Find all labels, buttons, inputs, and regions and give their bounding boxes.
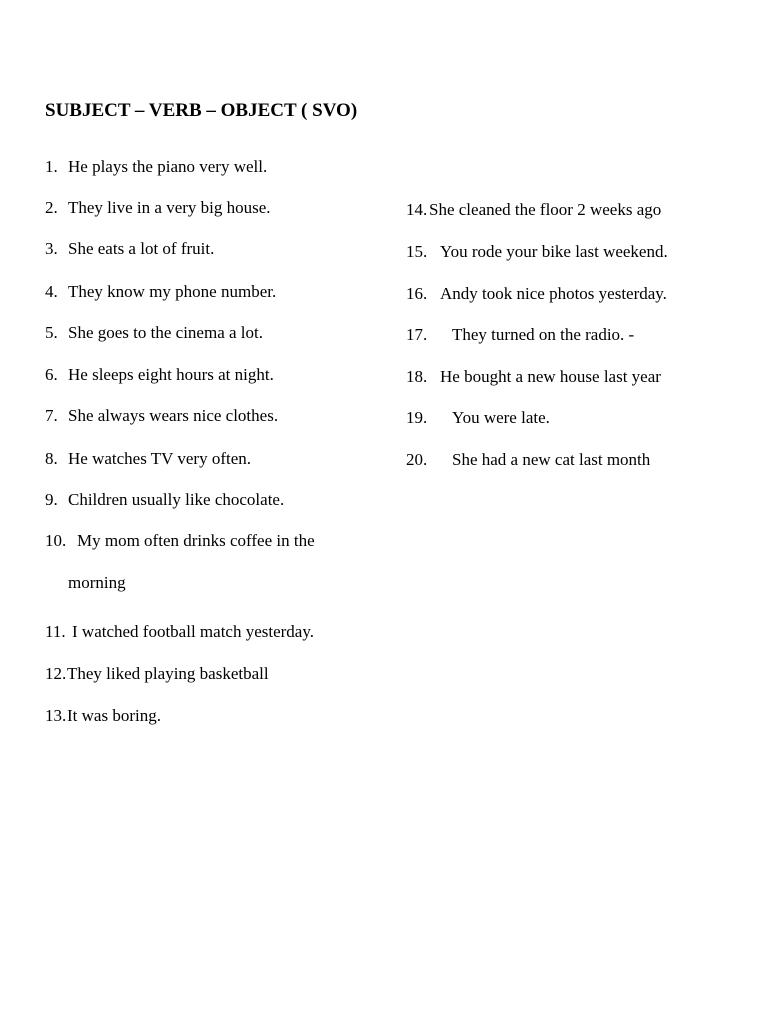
item-number: 8. <box>45 449 58 468</box>
item-text: She always wears nice clothes. <box>68 406 279 425</box>
item-text: He sleeps eight hours at night. <box>68 365 274 384</box>
item-number: 7. <box>45 406 58 425</box>
item-number: 20. <box>406 450 428 469</box>
item-text: You were late. <box>452 408 550 427</box>
list-item <box>45 281 276 303</box>
list-item <box>45 663 269 685</box>
list-item <box>45 238 214 260</box>
item-text: They know my phone number. <box>68 282 277 301</box>
item-text: He bought a new house last year <box>440 367 661 386</box>
list-item <box>45 448 251 470</box>
list-item <box>406 366 661 388</box>
item-number: 2. <box>45 198 58 217</box>
item-number: 15. <box>406 242 428 261</box>
item-text: I watched football match yesterday. <box>72 622 314 641</box>
item-text: She eats a lot of fruit. <box>68 239 215 258</box>
item-text: Children usually like chocolate. <box>68 490 285 509</box>
list-item <box>406 324 634 346</box>
item-number: 11. <box>45 622 66 641</box>
item-number: 12. <box>45 664 67 683</box>
item-number: 1. <box>45 157 58 176</box>
item-text: They turned on the radio. - <box>452 325 635 344</box>
item-number: 4. <box>45 282 58 301</box>
item-text: You rode your bike last weekend. <box>440 242 668 261</box>
item-text: He watches TV very often. <box>68 449 252 468</box>
item-text: They live in a very big house. <box>68 198 271 217</box>
item-number: 13. <box>45 706 67 725</box>
list-item <box>45 405 278 427</box>
list-item <box>406 199 661 221</box>
item-number: 16. <box>406 284 428 303</box>
list-item-continuation: morning <box>68 573 126 592</box>
item-number: 5. <box>45 323 58 342</box>
item-number: 14. <box>406 200 428 219</box>
item-text: Andy took nice photos yesterday. <box>440 284 667 303</box>
list-item <box>45 621 314 643</box>
item-number: 9. <box>45 490 58 509</box>
list-item <box>45 156 267 178</box>
list-item <box>45 197 271 219</box>
item-number: 17. <box>406 325 428 344</box>
item-text: They liked playing basketball <box>67 664 269 683</box>
item-number: 10. <box>45 531 67 550</box>
item-text: My mom often drinks coffee in the <box>77 531 315 550</box>
list-item <box>45 322 263 344</box>
item-text: It was boring. <box>67 706 161 725</box>
item-number: 19. <box>406 408 428 427</box>
item-text: She cleaned the floor 2 weeks ago <box>429 200 662 219</box>
list-item <box>45 705 161 727</box>
list-item <box>45 530 315 552</box>
item-text: He plays the piano very well. <box>68 157 268 176</box>
item-number: 18. <box>406 367 428 386</box>
list-item <box>406 283 667 305</box>
list-item <box>45 489 284 511</box>
list-item <box>406 241 668 263</box>
page-title: SUBJECT – VERB – OBJECT ( SVO) <box>45 100 358 121</box>
item-text: She had a new cat last month <box>452 450 651 469</box>
item-number: 3. <box>45 239 58 258</box>
list-item <box>406 407 550 429</box>
list-item <box>45 364 274 386</box>
list-item <box>406 449 650 471</box>
item-text: She goes to the cinema a lot. <box>68 323 263 342</box>
item-number: 6. <box>45 365 58 384</box>
